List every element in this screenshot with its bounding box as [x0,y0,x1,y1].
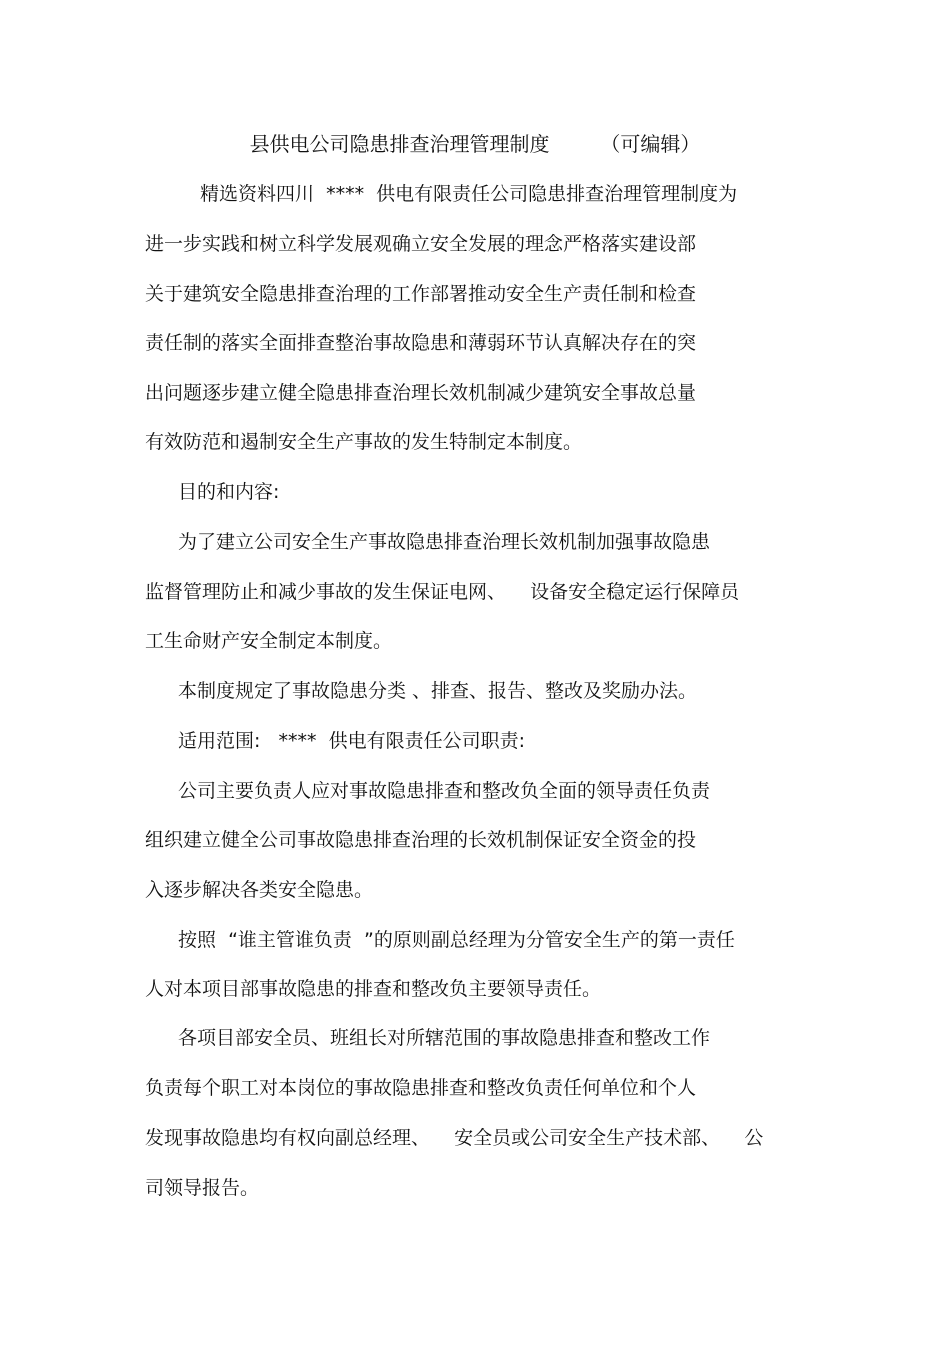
paragraph-line: 组织建立健全公司事故隐患排查治理的长效机制保证安全资金的投 [145,829,697,851]
paragraph-line: 按照 “谁主管谁负责 ”的原则副总经理为分管安全生产的第一责任 [178,929,735,951]
paragraph-line: 司领导报告。 [145,1177,260,1199]
paragraph-line: 人对本项目部事故隐患的排查和整改负主要领导责任。 [145,978,602,1000]
paragraph-line: 出问题逐步建立健全隐患排查治理长效机制减少建筑安全事故总量 [145,382,697,404]
section-heading: 适用范围: **** 供电有限责任公司职责: [178,730,526,752]
paragraph-line: 公司主要负责人应对事故隐患排查和整改负全面的领导责任负责 [178,780,711,802]
paragraph-line: 责任制的落实全面排查整治事故隐患和薄弱环节认真解决存在的突 [145,332,697,354]
paragraph-line: 入逐步解决各类安全隐患。 [145,879,374,901]
paragraph-line: 发现事故隐患均有权向副总经理、 安全员或公司安全生产技术部、 公 [145,1127,764,1149]
document-title: 县供电公司隐患排查治理管理制度 （可编辑） [249,132,701,156]
paragraph-line: 进一步实践和树立科学发展观确立安全发展的理念严格落实建设部 [145,233,697,255]
paragraph-line: 监督管理防止和减少事故的发生保证电网、 设备安全稳定运行保障员 [145,581,740,603]
paragraph-line: 有效防范和遏制安全生产事故的发生特制定本制度。 [145,431,583,453]
paragraph-line: 工生命财产安全制定本制度。 [145,630,393,652]
paragraph-line: 精选资料四川 **** 供电有限责任公司隐患排查治理管理制度为 [200,183,738,205]
paragraph-line: 关于建筑安全隐患排查治理的工作部署推动安全生产责任制和检查 [145,283,697,305]
paragraph-line: 各项目部安全员、班组长对所辖范围的事故隐患排查和整改工作 [178,1027,711,1049]
paragraph-line: 负责每个职工对本岗位的事故隐患排查和整改负责任何单位和个人 [145,1077,697,1099]
paragraph-line: 为了建立公司安全生产事故隐患排查治理长效机制加强事故隐患 [178,531,711,553]
section-heading: 目的和内容: [178,481,280,503]
paragraph-line: 本制度规定了事故隐患分类 、排查、报告、整改及奖励办法。 [178,680,698,702]
